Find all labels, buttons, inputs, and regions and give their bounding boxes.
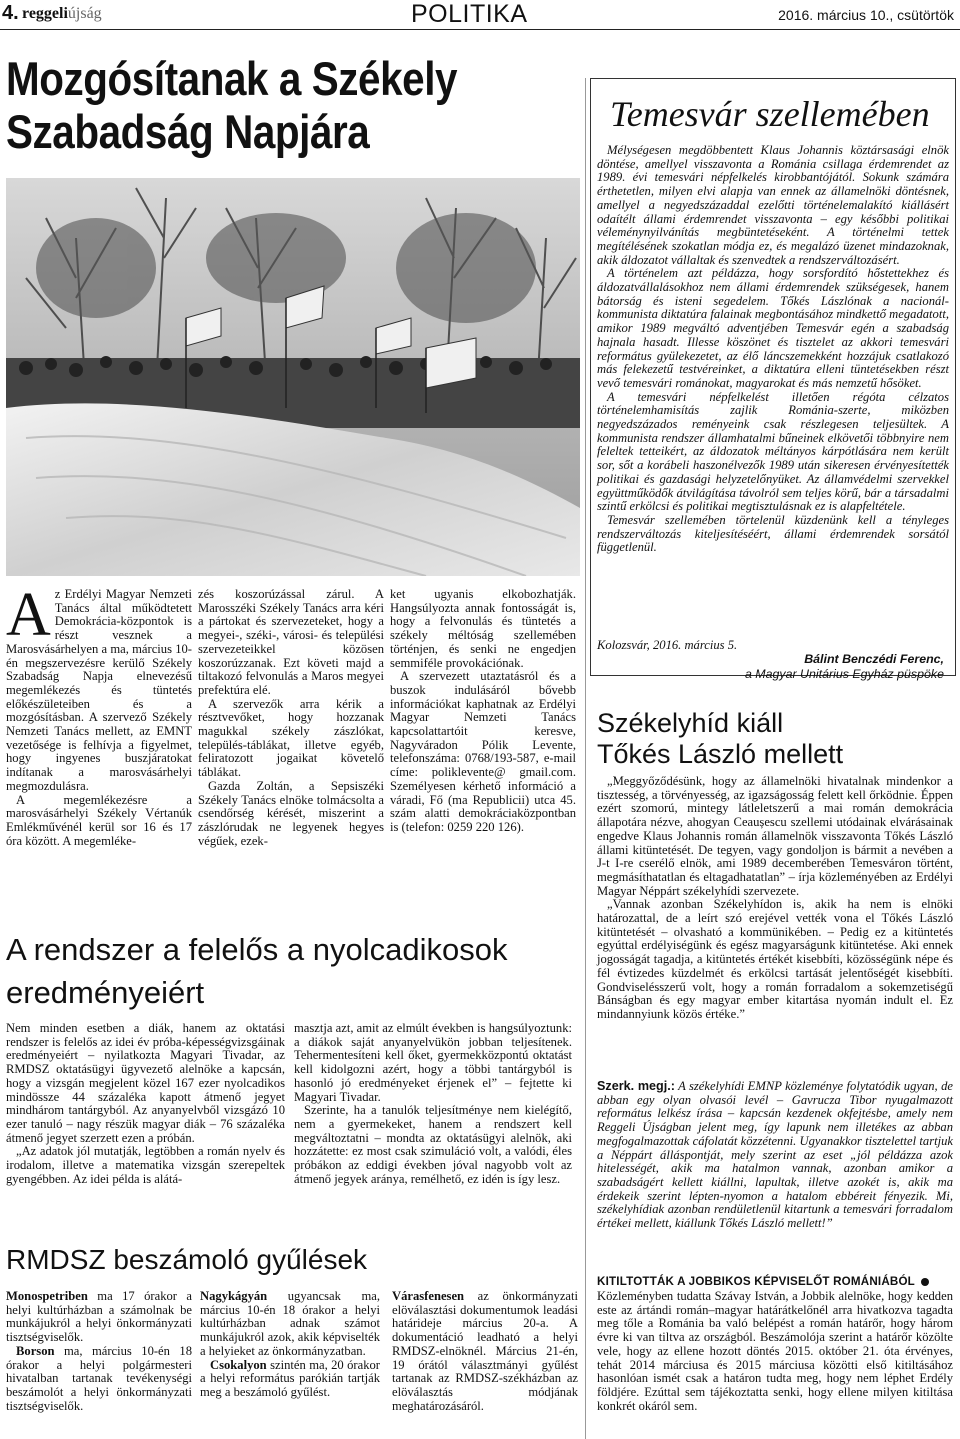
section-title: POLITIKA (411, 0, 528, 28)
main-paragraph-5: Gazda Zoltán, a Sepsiszéki Székely Tanács elnöke tolmácsolta a csendőrség kérését, miszerint a zászlórudak ne legyenek hegyes végűek, ezek- (198, 778, 384, 848)
szekelyhid-headline-line2: Tőkés László mellett (597, 739, 844, 769)
editor-note-text: A székelyhídi EMNP közleménye folytatódik ugyan, de abban egy olyan olvasói levél – Gavrucza Tibor nyugalmazott református lelkész írása – kapcsán kezdenek okfejtésbe, amely nem Reggeli Újságban jelent meg, így lapunk nem illetékes az abban megfogalmazottak cáfolatát közzétenni. Ugyanakkor tisztelettel tartjuk a Néppárt álláspontját, mely szerint az eset „jól példázza azok hitelességét, akik ma hatalmon vannak, azonban amikor a szabadságért kellett kiállni, lapultak, illetve azokét is, akik ma érdekeik szerint lépten-nyomon a hatalom ebbéreit fényezik. Mi, székelyhídiak azonban rendületlenül kitartunk a temesvári forradalom értékei mellett, kiállunk Tőkés László mellett!” (597, 1079, 953, 1231)
newspaper-brand (22, 5, 102, 23)
rendszer-paragraph-4: Szerinte, ha a tanulók teljesítménye nem kielégítő, nem a gyermekeket, hanem a rendszert kell megváltoztatni – mondta az oktatásügyi alelnök, aki hozzátette: ez most csak szimuláció volt, a valódi, éles próbákon az eddigi években jóval nagyobb volt az átmenő jegyek aránya, remélhető, ez idén is így lesz. (294, 1103, 572, 1186)
main-paragraph-1: z Erdélyi Magyar Nemzeti Tanács által működtetett Demokrácia-központok is részt vesznek a Marosvásárhelyen a ma, március 10-én megszervezésre kerülő Székely Szabadság Napja elnevezésű megemlékezés és tüntetés előkészületeiben és a mozgósításban. A szervező Székely Nemzeti Tanács mellett, az EMNT vezetősége is felhívja a figyelmet, hogy ingyenes buszjáratokat indítanak a marosvásárhelyi megmozdulásra. (6, 587, 192, 793)
editor-note-label: Szerk. megj.: (597, 1079, 675, 1093)
szekelyhid-paragraph-2: „Vannak azonban Székelyhídon is, akik ha nem is elnöki határozattal, de a leírt szó erejével vették vona el Tőkés László kitüntetését – olvasható a kommünikében. – Pedig ez a kitüntetés egyúttal erdélyiségünk és egész magyarságunk kitüntetése. Aki ennek jogosságát tagadja, a kitüntetés értékét kisebbíti, közösségünk népe és fél évtizedes küzdelmét és erkölcsi tartását jelentőségét kisebbíti. Gondviselésszerű volt, hogy a román forradalom a sokemzetiségű Bánságban és egy magyar ember kitartása nyomán indult el. Ez mindannyiunk közös értéke.” (597, 897, 953, 1021)
temesvar-paragraph-1: Mélységesen megdöbbentett Klaus Johannis köztársasági elnök döntése, amellyel visszavonta a Románia csillaga érdemrendet az 1989. évi temesvári népfelkelés kirobbantójától. Sokunk számára érthetetlen, milyen elvi alapja van ennek az államelnöki döntésnek, amellyel a negyedszázaddal ezelőtti történelemalakító kiállásért odaítélt állami érdemrendet visszavonta – egy későbbi politikai véleménynyilvánítás megbüntetéseként. A történelmi tettek megítélésének szokatlan módja ez, és megalázó üzenet mindazoknak, akik áldozatot vállaltak és szenvedtek a rendszerváltozásért. (597, 143, 949, 267)
main-article-column-1 (6, 581, 192, 848)
main-article-column-3 (390, 588, 576, 835)
szekelyhid-paragraph-1: „Meggyőződésünk, hogy az államelnöki hivatalnak mindenkor a tisztesség, a törvényesség, az igazságosság felett kell őrködnie. Éppen ezért szomorú, mintegy látleletszerű a mai román demokrácia állapotára nézve, ahogyan Ceaușescu szellemi utódainak elvárásainak engedve Klaus Johannis román államelnök visszavonta Tőkés László állami kitüntetését. De tegyen, vagy gondoljon is bármit a nevében a J-t I-re cserélő elnök, ami 1989 decemberében Temesváron történt, megmásíthatatlan és eltagadhatatlan” – írja közleményében az Erdélyi Magyar Néppárt székelyhídi szervezete. (597, 774, 953, 898)
rendszer-paragraph-1: Nem minden esetben a diák, hanem az oktatási rendszer is felelős az idei év próba-képességvizsgáinak eredményeiért – nyilatkozta Magyari Tivadar, az RMDSZ oktatásügyi ügyvezető alelnöke a kapcsán, hogy a vizsgán megjelent közel 167 ezer nyolcadikos mindössze 44 százaléka kapott átmenő jegyet mindhárom tantárgyból. Az anyanyelvből vizsgázó 10 ezer tanuló – nagy részük magyar diák – 76 százaléka átmenő jegyet szerzett ezen a próbán. (6, 1021, 285, 1145)
main-article-column-2 (198, 588, 384, 848)
column-divider (585, 78, 586, 1439)
rendszer-headline: A rendszer a felelős a nyolcadikosok eredményeiért (6, 932, 508, 1010)
rmdsz-text-5: az önkormányzati elöválasztási dokumentumok leadási határideje március 20-a. A dokumentáció leadható a helyi RMDSZ-elnöknél. Március 21-én, 19 órától választmányi gyűlést tartanak az RMDSZ-székházban az elöválasztás módjának meghatározásáról. (392, 1289, 578, 1413)
brand-part-2: újság (67, 5, 102, 22)
rmdsz-column-2 (200, 1290, 380, 1400)
rmdsz-column-1 (6, 1290, 192, 1413)
kitiltottak-headline (597, 1275, 953, 1288)
temesvar-signature-title: a Magyar Unitárius Egyház püspöke (744, 667, 944, 681)
temesvar-paragraph-3: A temesvári népfelkelést illetően régóta célzatos történelemhamisítás zajlik Románia-szerte, miközben negyedszázados reményeink csak részlegesen teljesültek. A kommunista rendszer államhatalmi bűneinek elkövetői többnyire nem feleltek tetteikért, az áldozatok méltányos kárpótlására nem került sor, sőt a korábeli haszonélvezők 1989 után sikeresen érvényesítették politikai és gazdasági helyzetelőnyüket. Az államvédelmi szervekkel együttműködők átvilágítása távolról sem teljes körű, bár a társadalmi szintű erkölcsi és politikai megtisztulásnak ez is alapfeltétele. (597, 389, 949, 514)
rmdsz-place-5: Várasfenesen (392, 1289, 465, 1303)
rmdsz-text-2: ma, március 10-én 18 órakor a helyi polgármesteri hivatalban tartanak tevékenységi beszámolót a helyi önkormányzati tisztségviselők. (6, 1343, 192, 1413)
temesvar-body (597, 144, 949, 555)
rendszer-column-2 (294, 1022, 572, 1186)
main-paragraph-6: ket ugyanis elkobozhatják. Hangsúlyozta annak fontosságát is, hogy a felvonulás és tüntetés a székely méltóság szellemében történjen, és senki ne engedjen semmiféle provokációnak. (390, 587, 576, 670)
rendszer-column-1 (6, 1022, 285, 1186)
main-paragraph-3: zés koszorúzással zárul. A Marosszéki Székely Tanács arra kéri a pártokat és szervezeteket, hogy a megyei-, széki-, városi- és települési szervezeteikkel közösen koszorúzzanak. Ezt követi majd a tiltakozó felvonulás a Maros megyei prefektúra elé. (198, 587, 384, 697)
drop-cap: A (6, 581, 51, 649)
rmdsz-place-1: Monospetriben (6, 1289, 88, 1303)
kitiltottak-paragraph-1: Közleményben tudatta Szávay István, a Jobbik alelnöke, hogy kedden este az ártándi román–magyar határátkelőnél arra hivatkozva tagadta meg tőle a Románia ba való belépést a román határőr, hogy három évre ki van tiltva az országból. Beszámolója szerint a határőr közölte vele, hogy az ellene hozott döntés 2015. október 21. óta érvényes, tehát 2014 márciusa és 2015 márciusa közötti első kitiltásához hasonlóan ismét csak a határon tudta meg, hogy nem léphet Erdély földjére. Ezúttal sem tájékoztatta senki, hogy ellene milyen kitiltása konkrét okáról sem. (597, 1289, 953, 1413)
brand-part-1: reggeli (22, 5, 68, 22)
date-line: 2016. március 10., csütörtök (778, 7, 954, 23)
editor-note (597, 1080, 953, 1231)
temesvar-dateline: Kolozsvár, 2016. március 5. (597, 638, 738, 652)
rendszer-paragraph-2: „Az adatok jól mutatják, legtöbben a román nyelv és irodalom, illetve a matematika vizsgán szerepeltek gyengébben. Az idei példa is alátá- (6, 1144, 285, 1186)
rmdsz-headline: RMDSZ beszámoló gyűlések (6, 1244, 368, 1275)
temesvar-paragraph-4: Temesvár szellemében törtelenül küzdenünk kell a tényleges rendszerváltozás kiteljesítéséért, állami érdemrendek sorsától függetlenül. (597, 512, 949, 555)
main-paragraph-2: A megemlékezésre a marosvásárhelyi Székely Vértanúk Emlékművénél kerül sor 16 és 17 óra között. A megemléke- (6, 792, 192, 848)
szekelyhid-headline-line1: Székelyhíd kiáll (597, 708, 784, 738)
main-headline-line1: Mozgósítanak a Székely (6, 52, 458, 105)
rmdsz-text-3: ugyancsak ma, március 10-én 18 órakor a helyi kultúrházban adnak számot munkájukról azok, akik képviselték a helyieket az önkormányzatban. (200, 1289, 380, 1358)
rendszer-paragraph-3: masztja azt, amit az elmúlt években is hangsúlyoztunk: a diákok saját anyanyelvükön jobban teljesítenek. Tehermentesíteni kell őket, gyermekközpontú oktatást kell kidolgozni azért, hogy a többi tantárgyból is hasonló jó eredményeket érjenek el” – fejtette ki Magyari Tivadar. (294, 1021, 572, 1104)
crowd-photo (6, 178, 580, 576)
temesvar-signature-name: Bálint Benczédi Ferenc, (804, 652, 944, 666)
crowd-photo-icon (6, 178, 580, 576)
rmdsz-place-3: Nagykágyán (200, 1289, 268, 1303)
main-paragraph-4: A szervezők arra kérik a résztvevőket, hogy hozzanak magukkal székely zászlókat, település-táblákat, illetve egyéb, feliratozott jogaikat követelő táblákat. (198, 696, 384, 780)
main-headline-line2: Szabadság Napjára (6, 105, 370, 158)
bullet-dot-icon (921, 1278, 929, 1286)
kitiltottak-headline-text: KITILTOTTÁK A JOBBIKOS KÉPVISELŐT ROMÁNIÁBÓL (597, 1275, 915, 1288)
rmdsz-column-3 (392, 1290, 578, 1413)
rmdsz-place-2: Borson (16, 1343, 55, 1358)
temesvar-paragraph-2: A történelem azt példázza, hogy sorsfordító hőstettekhez és áldozatvállalásokhoz nem állami érdemrendek szükségesek, hanem bátorság és isteni segedelem. Tőkés Lászlónak a nacionál-kommunista diktatúra falainak megbontásához mindkettő megadatott, amikor 1989 megváltó adventjében Temesvár egén a szabadság hajnala hasadt. Illesse köszönet és tisztelet az akkori temesvári református gyülekezetet, az élő láncszemekként hozzájuk csatlakozó más felekezetű testvéreinket, a diktatúra elleni tüntetésekben részt vevő temesvári románokat, magyarokat és más nemzetű hősöket. (597, 266, 949, 390)
page-header (0, 0, 960, 30)
rmdsz-text-4: szintén ma, 20 órakor a helyi református parókián tartják meg a beszámoló gyűlést. (200, 1357, 380, 1399)
rmdsz-place-4: Csokalyon (210, 1357, 267, 1372)
main-paragraph-7: A szervezett utaztatásról és a buszok indulásáról bővebb információkat kaphatnak az Erdélyi Magyar Nemzeti Tanács kapcsolattartóit keresve, Nagyváradon Pólik Levente, telefonszáma: 0768/193-587, e-mail címe: poliklevente@ gmail.com. Személyesen kérhető információ a váradi, Fő (ma Republicii) utca 45. szám alatti demokráciaközpontban is (telefon: 0259 220 126). (390, 669, 576, 834)
szekelyhid-body (597, 775, 953, 1022)
main-headline (6, 52, 496, 158)
kitiltottak-body (597, 1290, 953, 1413)
rmdsz-text-1: ma 17 órakor a helyi kultúrházban a számolnak be munkájukról a helyi önkormányzati tisztségviselők. (6, 1289, 192, 1345)
temesvar-headline: Temesvár szellemében (610, 94, 930, 134)
page-number: 4. (2, 2, 19, 24)
szekelyhid-headline (597, 708, 957, 770)
